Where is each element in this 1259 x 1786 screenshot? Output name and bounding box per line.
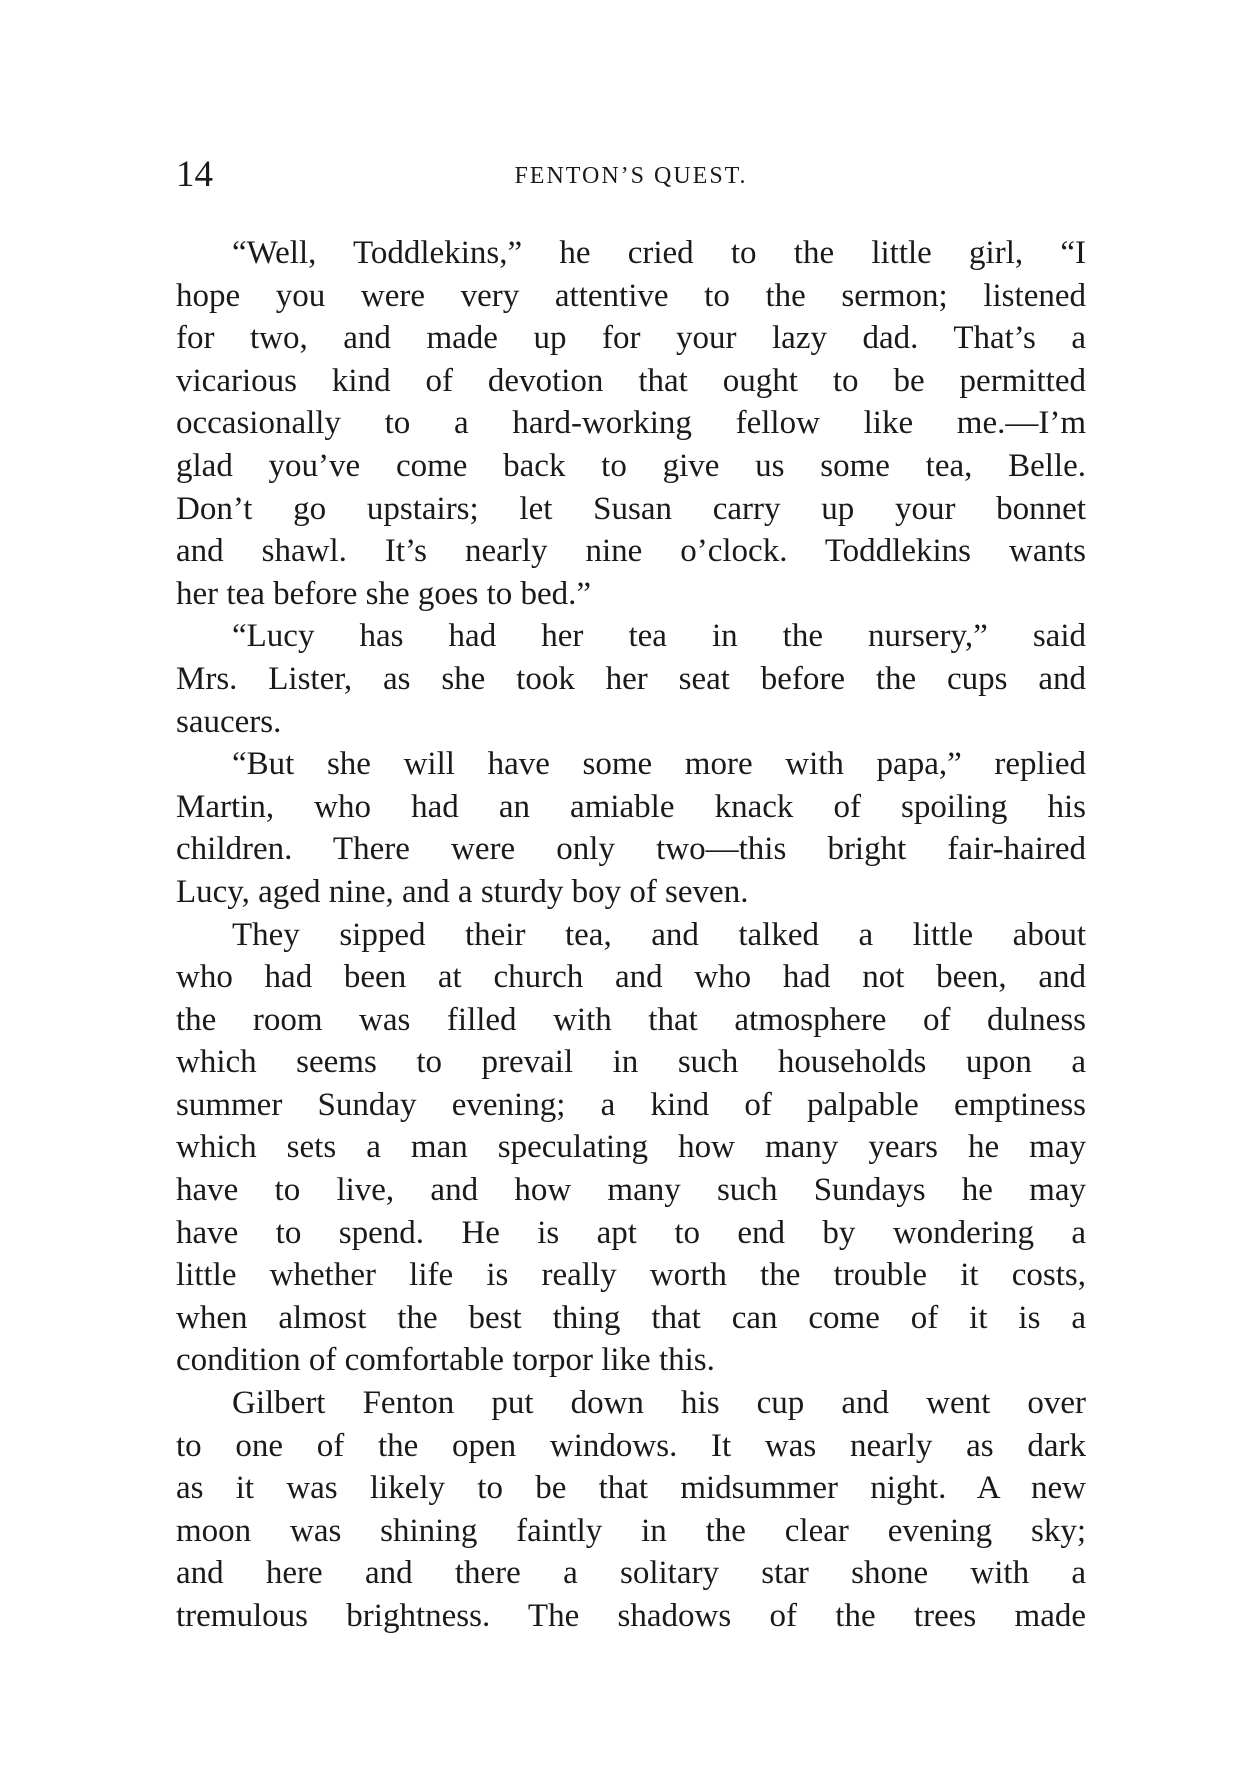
page-header xyxy=(176,150,1086,200)
text-line: which seems to prevail in such households upon a xyxy=(176,1044,1086,1081)
text-line: her tea before she goes to bed.” xyxy=(176,575,592,612)
text-line: occasionally to a hard-working fellow like me.—I’m xyxy=(176,405,1086,442)
text-line: “But she will have some more with papa,” replied xyxy=(232,746,1086,783)
text-line: Lucy, aged nine, and a sturdy boy of seven. xyxy=(176,873,749,910)
text-line: for two, and made up for your lazy dad. That’s a xyxy=(176,320,1086,357)
text-line: have to live, and how many such Sundays he may xyxy=(176,1172,1086,1209)
paragraph xyxy=(176,615,1086,743)
text-line: Mrs. Lister, as she took her seat before the cups and xyxy=(176,660,1086,697)
text-line: summer Sunday evening; a kind of palpable emptiness xyxy=(176,1086,1086,1123)
text-line: saucers. xyxy=(176,703,282,740)
text-line: to one of the open windows. It was nearly as dark xyxy=(176,1427,1086,1464)
running-title: FENTON’S QUEST. xyxy=(514,163,748,189)
text-line: have to spend. He is apt to end by wondering a xyxy=(176,1214,1086,1251)
text-line: Don’t go upstairs; let Susan carry up your bonnet xyxy=(176,490,1086,527)
text-line: the room was filled with that atmosphere of dulness xyxy=(176,1001,1086,1038)
body-text xyxy=(176,232,1086,1638)
text-line: glad you’ve come back to give us some tea, Belle. xyxy=(176,447,1086,484)
text-line: and shawl. It’s nearly nine o’clock. Toddlekins wants xyxy=(176,533,1086,570)
text-line: Gilbert Fenton put down his cup and went over xyxy=(232,1385,1086,1422)
text-line: as it was likely to be that midsummer night. A new xyxy=(176,1470,1086,1507)
text-line: little whether life is really worth the trouble it costs, xyxy=(176,1257,1086,1294)
text-line: tremulous brightness. The shadows of the trees made xyxy=(176,1598,1086,1634)
paragraph xyxy=(176,1382,1086,1638)
text-line: hope you were very attentive to the sermon; listened xyxy=(176,277,1086,314)
paragraph xyxy=(176,743,1086,913)
text-line: vicarious kind of devotion that ought to be permitted xyxy=(176,362,1086,399)
text-line: when almost the best thing that can come of it is a xyxy=(176,1299,1086,1336)
text-line: and here and there a solitary star shone with a xyxy=(176,1555,1086,1592)
text-line: condition of comfortable torpor like this. xyxy=(176,1342,715,1379)
paragraph xyxy=(176,914,1086,1383)
text-line: who had been at church and who had not been, and xyxy=(176,959,1086,996)
text-line: “Well, Toddlekins,” he cried to the little girl, “I xyxy=(232,235,1086,271)
text-line: “Lucy has had her tea in the nursery,” said xyxy=(232,618,1086,655)
text-line: which sets a man speculating how many years he may xyxy=(176,1129,1086,1166)
paragraph xyxy=(176,232,1086,615)
text-line: moon was shining faintly in the clear evening sky; xyxy=(176,1512,1086,1549)
text-line: children. There were only two—this bright fair-haired xyxy=(176,831,1086,868)
page-number: 14 xyxy=(176,154,213,195)
text-line: They sipped their tea, and talked a little about xyxy=(232,916,1086,953)
text-line: Martin, who had an amiable knack of spoiling his xyxy=(176,788,1086,825)
